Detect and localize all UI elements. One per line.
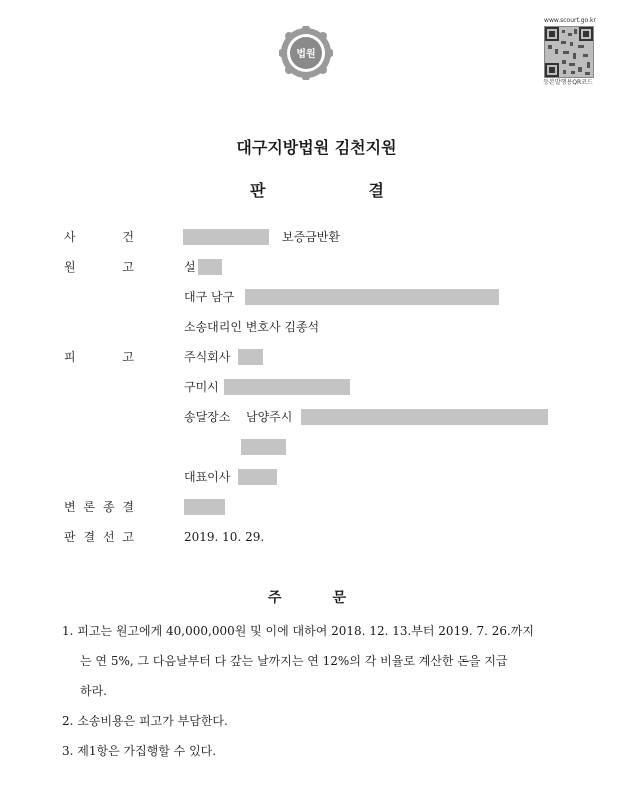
plaintiff-address: 대구 남구 xyxy=(184,290,235,304)
defendant-label: 피 고 xyxy=(64,350,134,364)
redacted-defendant-address xyxy=(224,379,350,395)
order-item-2: 2. 소송비용은 피고가 부담한다. xyxy=(62,714,228,728)
redacted-hearing-date xyxy=(184,499,225,515)
document-title-char: 결 xyxy=(368,181,384,200)
order-item-1-line-1: 1. 피고는 원고에게 40,000,000원 및 이에 대하여 2018. 12. 13.부터 2019. 7. 26.까지 xyxy=(62,624,534,638)
case-name: 보증금반환 xyxy=(282,230,340,244)
redacted-representative-name xyxy=(238,469,277,485)
emblem-text: 법원 xyxy=(296,49,316,60)
judgment-date: 2019. 10. 29. xyxy=(184,530,265,544)
document-title-char: 판 xyxy=(250,181,266,200)
qr-url: www.scourt.go.kr xyxy=(544,17,596,24)
qr-code-icon xyxy=(544,26,594,78)
redacted-plaintiff-name xyxy=(198,259,222,275)
order-title: 주 문 xyxy=(268,590,346,606)
defendant-address: 구미시 xyxy=(184,380,219,394)
qr-caption: 등본발행용QR코드 xyxy=(543,79,593,86)
redacted-defendant-company xyxy=(238,349,263,365)
redacted-delivery-address-line2 xyxy=(241,439,286,455)
redacted-delivery-address xyxy=(301,409,548,425)
representative-label: 대표이사 xyxy=(184,470,231,484)
order-item-1-line-3: 하라. xyxy=(80,684,107,698)
hearing-closed-label: 변 론 종 결 xyxy=(64,500,134,514)
plaintiff-name: 설 xyxy=(184,260,196,274)
case-label: 사 건 xyxy=(64,230,134,244)
court-name: 대구지방법원 김천지원 xyxy=(236,138,397,157)
plaintiff-label: 원 고 xyxy=(64,260,134,274)
redacted-plaintiff-address xyxy=(245,289,499,305)
order-item-3: 3. 제1항은 가집행할 수 있다. xyxy=(62,744,217,758)
redacted-case-number xyxy=(183,229,269,245)
delivery-city: 남양주시 xyxy=(246,410,293,424)
judgment-date-label: 판 결 선 고 xyxy=(64,530,134,544)
document-title xyxy=(250,180,384,202)
plaintiff-attorney: 소송대리인 변호사 김종석 xyxy=(184,320,320,334)
order-item-1-line-2: 는 연 5%, 그 다음날부터 다 갚는 날까지는 연 12%의 각 비율로 계산한 돈을 지급 xyxy=(80,654,508,668)
delivery-label: 송달장소 xyxy=(184,410,231,424)
defendant-company: 주식회사 xyxy=(184,350,231,364)
